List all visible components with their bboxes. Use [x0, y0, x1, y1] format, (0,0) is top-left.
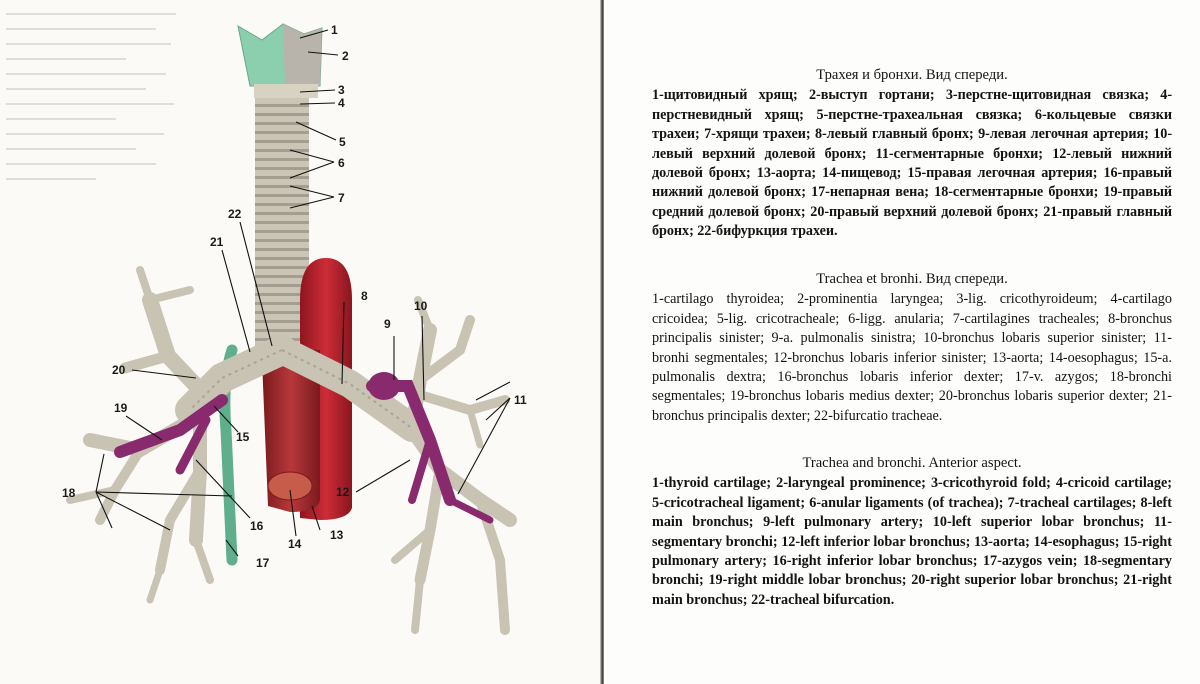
callout-13: 13	[330, 528, 344, 542]
callout-5: 5	[339, 135, 346, 149]
callout-21: 21	[210, 235, 224, 249]
callout-12: 12	[336, 485, 350, 499]
callout-1: 1	[331, 23, 338, 37]
legend-latin	[652, 270, 1172, 426]
caption-latin: Trachea et bronhi. Вид спереди.	[816, 271, 1008, 287]
callout-7: 7	[338, 191, 345, 205]
body-russian: 1-щитовидный хрящ; 2-выступ гортани; 3-перстне-щитовидная связка; 4-перстневидный хрящ; 5-перстне-трахеальная связка; 6-кольцевые связки трахеи; 7-хрящи трахеи; 8-левый главный бронх; 9-левая легочная артерия; 10-левый верхний долевой бронх; 11-сегментарные бронхи; 12-левый нижний долевой бронх; 13-аорта; 14-пищевод; 15-правая легочная артерия; 16-правый нижний долевой бронх; 17-непарная вена; 18-сегментарные бронхи; 19-правый средний долевой бронх; 20-правый верхний долевой бронх; 21-правый главный бронх; 22-бифуркция трахеи.	[652, 87, 1172, 240]
callout-19: 19	[114, 401, 128, 415]
callout-11: 11	[514, 393, 527, 407]
right-page-text	[604, 0, 1200, 684]
body-latin: 1-cartilago thyroidea; 2-prominentia laryngea; 3-lig. cricothyroideum; 4-cartilago cricoidea; 5-lig. cricotracheale; 6-ligg. anularia; 7-cartilagines tracheales; 8-bronchus principalis sinister; 9-a. pulmonalis sinistra; 10-bronchus lobaris superior sinister; 11-bronhi segmentales; 12-bronchus lobaris inferior sinister; 13-aorta; 14-oesophagus; 15-a. pulmonalis dextra; 16-bronchus lobaris inferior dexter; 17-v. azygos; 18-bronchi segmentales; 19-bronchus lobaris medius dexter; 20-bronchus lobaris superior dexter; 21-bronchus principalis dexter; 22-bifurcatio tracheae.	[652, 291, 1172, 424]
body-english: 1-thyroid cartilage; 2-laryngeal prominence; 3-cricothyroid fold; 4-cricoid cartilage; 5-cricotracheal ligament; 6-anular ligaments (of trachea); 7-tracheal cartilages; 8-left main bronchus; 9-left pulmonary artery; 10-left superior lobar bronchus; 11-segmentary bronchi; 12-left inferior lobar bronchus; 13-aorta; 14-esophagus; 15-right pulmonary artery; 16-right inferior lobar bronchus; 17-azygos vein; 18-segmentary bronchi; 19-right middle lobar bronchus; 20-right superior lobar bronchus; 21-right main bronchus; 22-tracheal bifurcation.	[652, 475, 1172, 608]
legend-english	[652, 454, 1172, 610]
callout-4: 4	[338, 96, 345, 110]
callout-20: 20	[112, 363, 126, 377]
callout-15: 15	[236, 430, 250, 444]
caption-english: Trachea and bronchi. Anterior aspect.	[802, 455, 1022, 471]
callout-18: 18	[62, 486, 76, 500]
callout-3: 3	[338, 83, 345, 97]
callout-9: 9	[384, 317, 391, 331]
callout-16: 16	[250, 519, 264, 533]
callout-6: 6	[338, 156, 345, 170]
callout-17: 17	[256, 556, 270, 570]
callout-22: 22	[228, 207, 242, 221]
legend-russian	[652, 66, 1172, 242]
callout-14: 14	[288, 537, 302, 551]
callout-8: 8	[361, 289, 368, 303]
caption-russian: Трахея и бронхи. Вид спереди.	[816, 67, 1008, 83]
callout-10: 10	[414, 299, 428, 313]
callout-2: 2	[342, 49, 349, 63]
